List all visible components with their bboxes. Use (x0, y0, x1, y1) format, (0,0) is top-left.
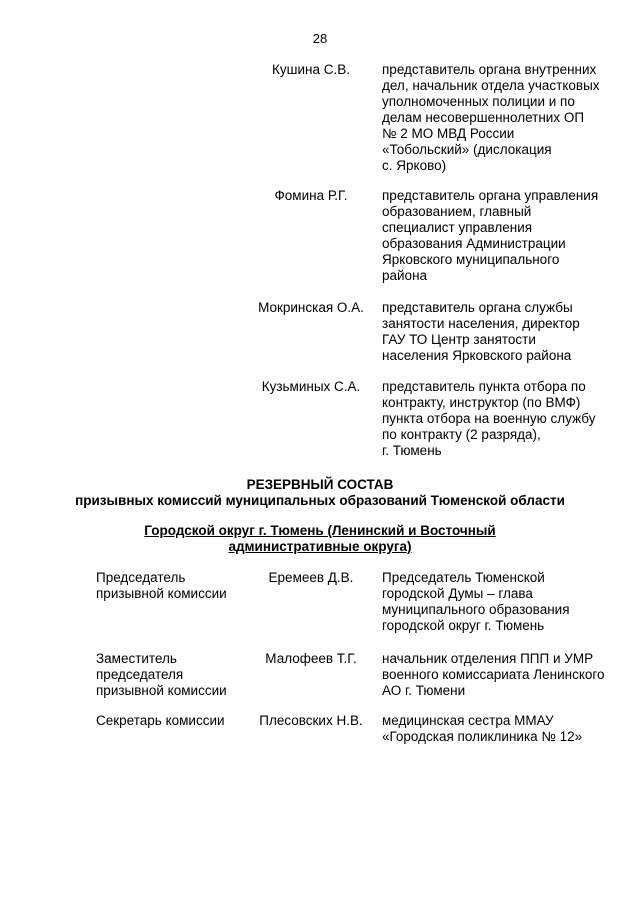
member-description: представитель органа управления образованием, главный специалист управления образования Администрации Ярковского муниципального района (382, 188, 599, 283)
member-description: представитель органа службы занятости населения, директор ГАУ ТО Центр занятости населения Ярковского района (382, 300, 580, 363)
member-description: медицинская сестра ММАУ «Городская поликлиника № 12» (382, 713, 583, 744)
role-label: Секретарь комиссии (96, 713, 225, 728)
district-heading-continued: административные округа) (228, 539, 412, 554)
page-number: 28 (312, 31, 328, 46)
member-description: представитель органа внутренних дел, начальник отдела участковых уполномоченных полиции и по делам несовершеннолетних ОП № 2 МО МВД России «Тобольский» (дислокация с. Ярково) (382, 62, 600, 173)
member-description: Председатель Тюменской городской Думы – глава муниципального образования городской округ г. Тюмень (382, 570, 570, 633)
member-name: Малофеев Т.Г. (265, 651, 357, 666)
member-description: представитель пункта отбора по контракту, инструктор (по ВМФ) пункта отбора на военную службу по контракту (2 разряда), г. Тюмень (382, 379, 596, 458)
section-subtitle: призывных комиссий муниципальных образований Тюменской области (75, 493, 565, 508)
member-name: Кузьминых С.А. (261, 379, 361, 394)
member-name: Кушина С.В. (272, 62, 350, 77)
member-description: начальник отделения ППП и УМР военного комиссариата Ленинского АО г. Тюмени (382, 651, 605, 698)
member-name: Фомина Р.Г. (274, 188, 348, 203)
member-name: Еремеев Д.В. (268, 570, 354, 585)
role-label: Заместитель председателя призывной комиссии (96, 651, 227, 698)
member-name: Плесовских Н.В. (259, 713, 363, 728)
role-label: Председатель призывной комиссии (96, 570, 227, 601)
section-heading: РЕЗЕРВНЫЙ СОСТАВ (246, 477, 394, 492)
district-heading: Городской округ г. Тюмень (Ленинский и Восточный (144, 523, 496, 538)
member-name: Мокринская О.А. (258, 300, 364, 315)
